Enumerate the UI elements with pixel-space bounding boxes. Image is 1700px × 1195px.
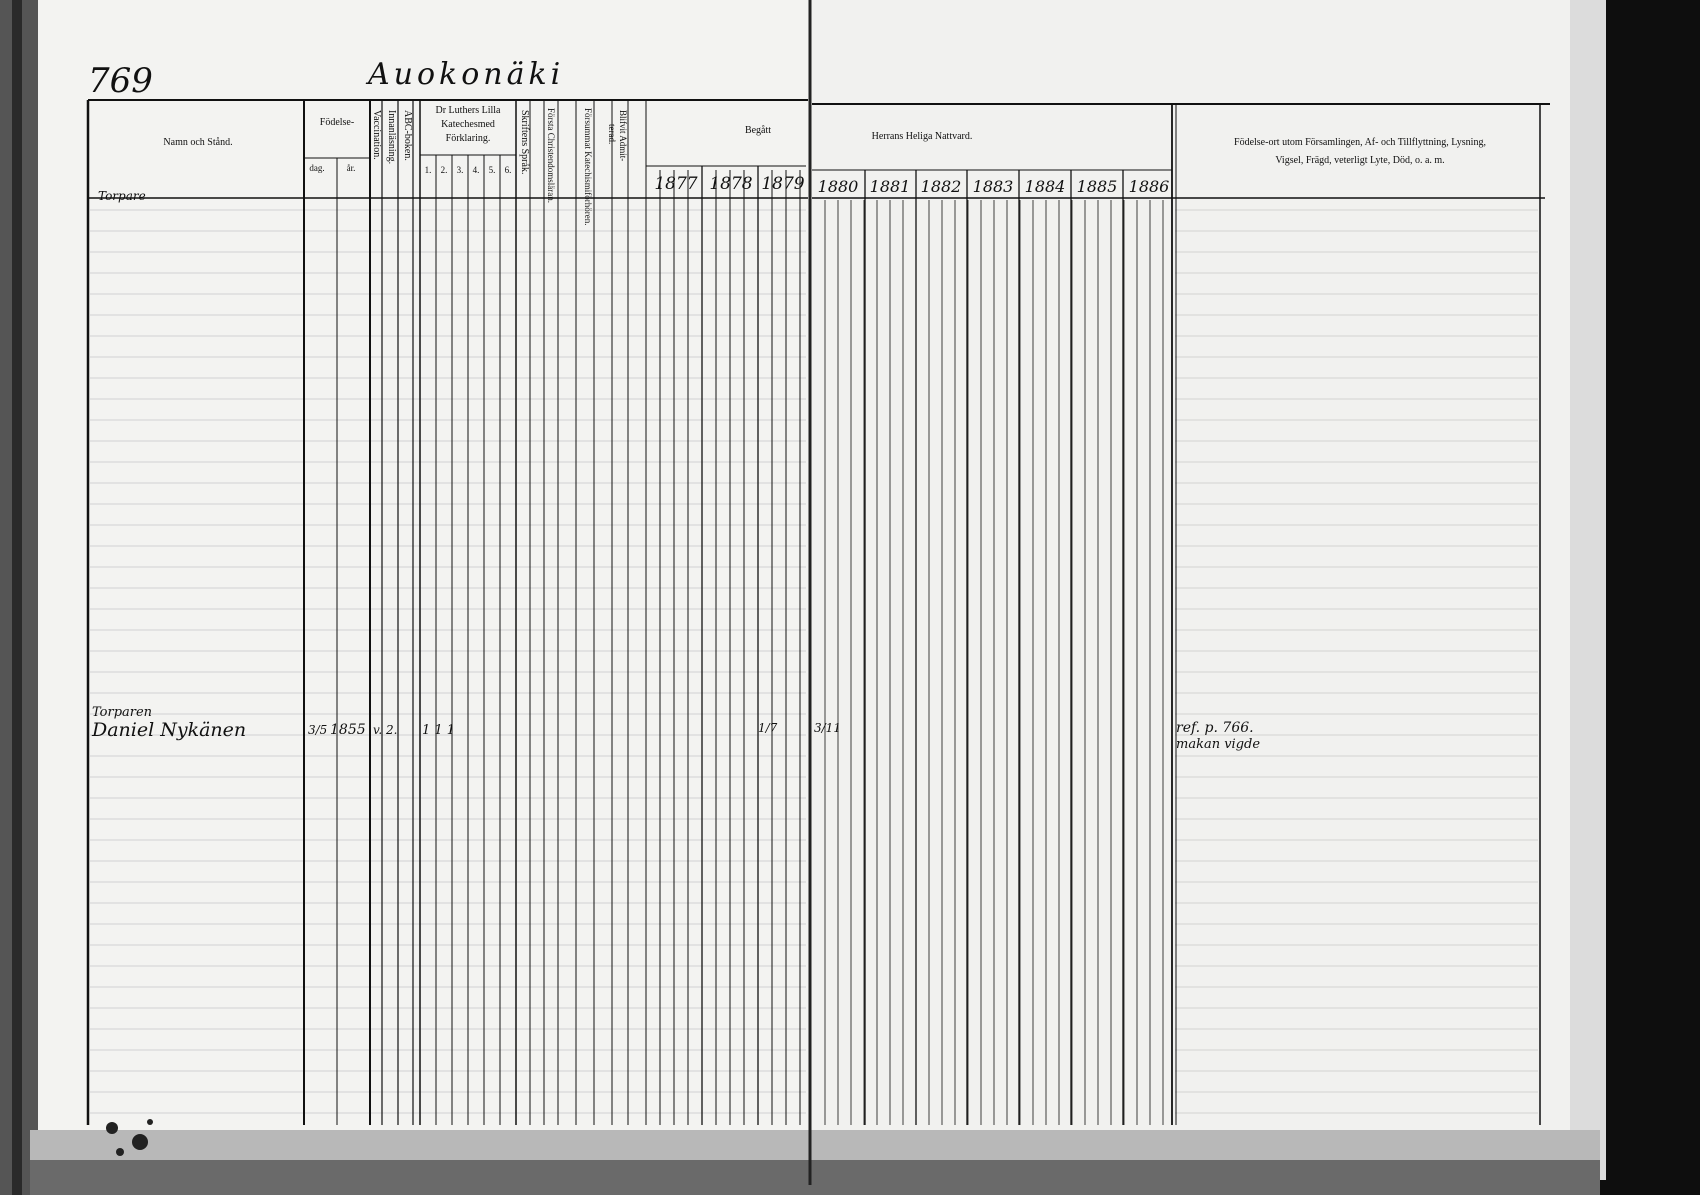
- luther-sub-6: 6.: [504, 165, 512, 175]
- begatt-year-1878: 1878: [709, 174, 753, 194]
- person-name: Daniel Nykänen: [92, 719, 247, 741]
- col-header-name: Namn och Stånd.: [163, 137, 233, 148]
- luther-sub-2: 2.: [440, 165, 448, 175]
- begatt-note: 1/7: [758, 721, 778, 735]
- reading-marks: 1 1 1: [422, 723, 456, 738]
- nattvard-year-1886: 1886: [1128, 177, 1170, 196]
- col-header-luther-2: Katechesmed: [441, 119, 495, 130]
- col-header-vaccination: Vaccination.: [371, 110, 382, 160]
- col-header-remarks-1: Födelse-ort utom Församlingen, Af- och Tillflyttning, Lysning,: [1234, 137, 1486, 148]
- col-header-begatt: Begått: [744, 125, 772, 136]
- luther-sub-3: 3.: [456, 165, 464, 175]
- begatt-year-1879: 1879: [761, 174, 805, 194]
- nattvard-year-1883: 1883: [972, 177, 1014, 196]
- col-header-remarks-2: Vigsel, Frägd, veterligt Lyte, Död, o. a. m.: [1275, 155, 1445, 166]
- section-label: Torpare: [98, 189, 146, 203]
- place-name: Auokonäki: [368, 57, 565, 92]
- col-header-forsta: Första Christendomsläran.: [546, 108, 556, 203]
- nattvard-year-1885: 1885: [1076, 177, 1118, 196]
- begatt-year-1877: 1877: [654, 174, 698, 194]
- col-header-dag: dag.: [309, 163, 325, 173]
- luther-sub-1: 1.: [424, 165, 432, 175]
- page-number: 769: [88, 61, 153, 101]
- person-role: Torparen: [92, 705, 153, 720]
- col-header-herrans: Herrans Heliga Nattvard.: [871, 131, 973, 142]
- col-header-luther-1: Dr Luthers Lilla: [435, 105, 501, 116]
- col-header-blifvit-2: terad.: [607, 124, 617, 145]
- remarks-line-2: makan vigde: [1176, 737, 1261, 752]
- nattvard-note: 3/11: [814, 721, 841, 735]
- birth-day: 3/5: [308, 723, 328, 737]
- col-header-innanlasning: Innanläsning.: [386, 110, 397, 165]
- birth-year: 1855: [330, 722, 366, 738]
- vaccination-mark: v. 2.: [373, 723, 398, 737]
- luther-sub-5: 5.: [488, 165, 496, 175]
- col-header-forsummat: Försummat Katechismiförhören.: [583, 108, 593, 226]
- col-header-blifvit-1: Blifvit Admit-: [618, 110, 628, 162]
- col-header-luther-3: Förklaring.: [445, 133, 491, 144]
- nattvard-year-1884: 1884: [1024, 177, 1066, 196]
- col-header-ar: år.: [346, 163, 356, 173]
- nattvard-year-1882: 1882: [920, 177, 962, 196]
- remarks-line-1: ref. p. 766.: [1176, 720, 1254, 736]
- luther-sub-4: 4.: [472, 165, 480, 175]
- nattvard-year-1881: 1881: [869, 177, 911, 196]
- col-header-abc: ABC-boken.: [402, 110, 413, 161]
- col-header-skriftens: Skriftens Språk.: [519, 110, 530, 175]
- col-header-fodelse: Födelse-: [319, 117, 355, 128]
- nattvard-year-1880: 1880: [817, 177, 859, 196]
